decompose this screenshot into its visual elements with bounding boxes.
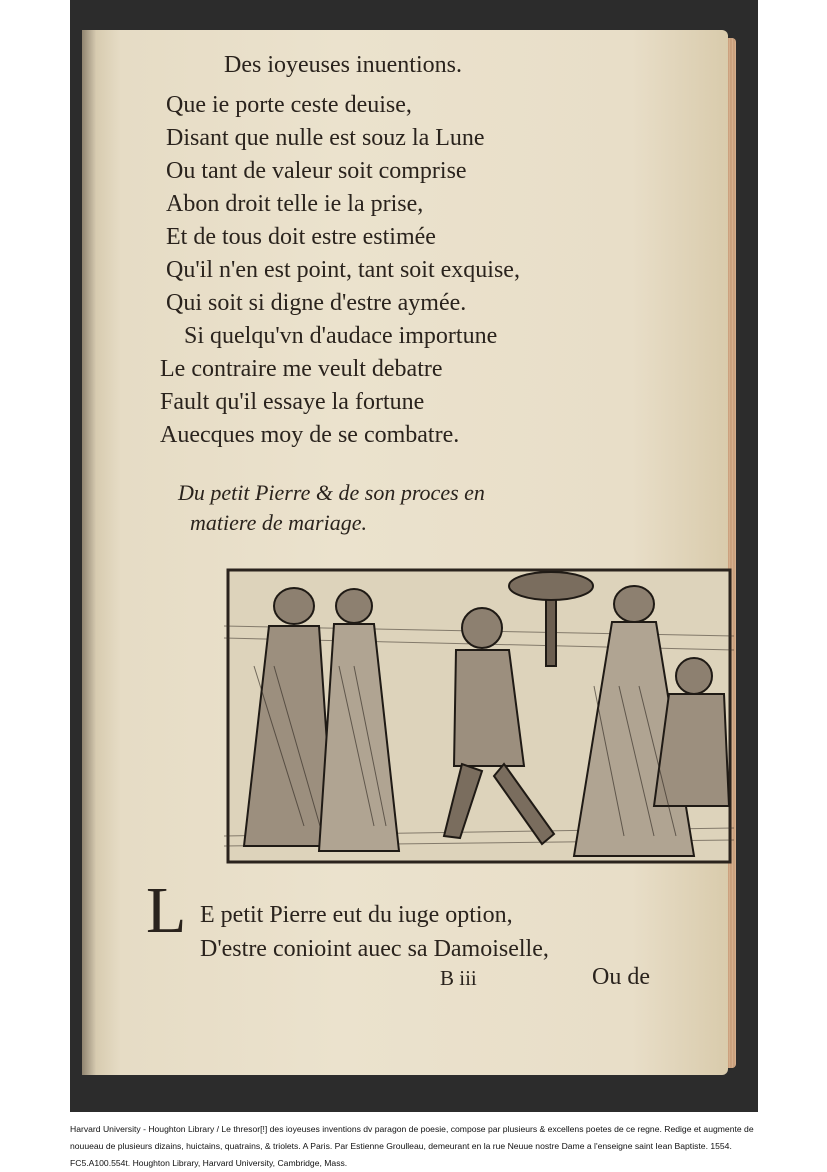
page-gutter bbox=[82, 30, 96, 1075]
verse-line: Qui soit si digne d'estre aymée. bbox=[166, 290, 467, 316]
verse-line: Et de tous doit estre estimée bbox=[166, 224, 436, 250]
library-caption: Harvard University - Houghton Library / Le thresor[!] des ioyeuses inventions dv paragon de poesie, compose par plusieurs & excellens poetes de ce regne. Redige et augmente de nouueau de plusieurs dizains, huictains, quatrains, & triolets. A Paris. Par Estienne Groulleau, demeurant en la rue Neuue nostre Dame a l'enseigne saint Iean Baptiste. 1554. FC5.A100.554t. Houghton Library, Harvard University, Cambridge, Mass. bbox=[70, 1124, 754, 1168]
verse-line: Abon droit telle ie la prise, bbox=[166, 191, 424, 217]
body-line: D'estre conioint auec sa Damoiselle, bbox=[200, 936, 549, 962]
verse-line: Auecques moy de se combatre. bbox=[160, 422, 460, 448]
section-title-line: matiere de mariage. bbox=[190, 510, 367, 535]
verse-line: Si quelqu'vn d'audace importune bbox=[184, 323, 498, 349]
body-line: E petit Pierre eut du iuge option, bbox=[200, 902, 513, 928]
verse-line: Ou tant de valeur soit comprise bbox=[166, 158, 467, 184]
verse-line: Disant que nulle est souz la Lune bbox=[166, 125, 485, 151]
verse-line: Fault qu'il essaye la fortune bbox=[160, 389, 425, 415]
verse-line: Qu'il n'en est point, tant soit exquise, bbox=[166, 257, 520, 283]
verse-line: Le contraire me veult debatre bbox=[160, 356, 443, 382]
section-title-line: Du petit Pierre & de son proces en bbox=[178, 480, 485, 505]
verse-line: Que ie porte ceste deuise, bbox=[166, 92, 412, 118]
running-head: Des ioyeuses inuentions. bbox=[224, 52, 462, 78]
woodcut-illustration bbox=[224, 566, 734, 866]
signature-mark: B iii bbox=[440, 966, 477, 990]
book-scan bbox=[70, 0, 758, 1112]
drop-initial: L bbox=[146, 874, 187, 947]
catchword: Ou de bbox=[592, 964, 650, 990]
